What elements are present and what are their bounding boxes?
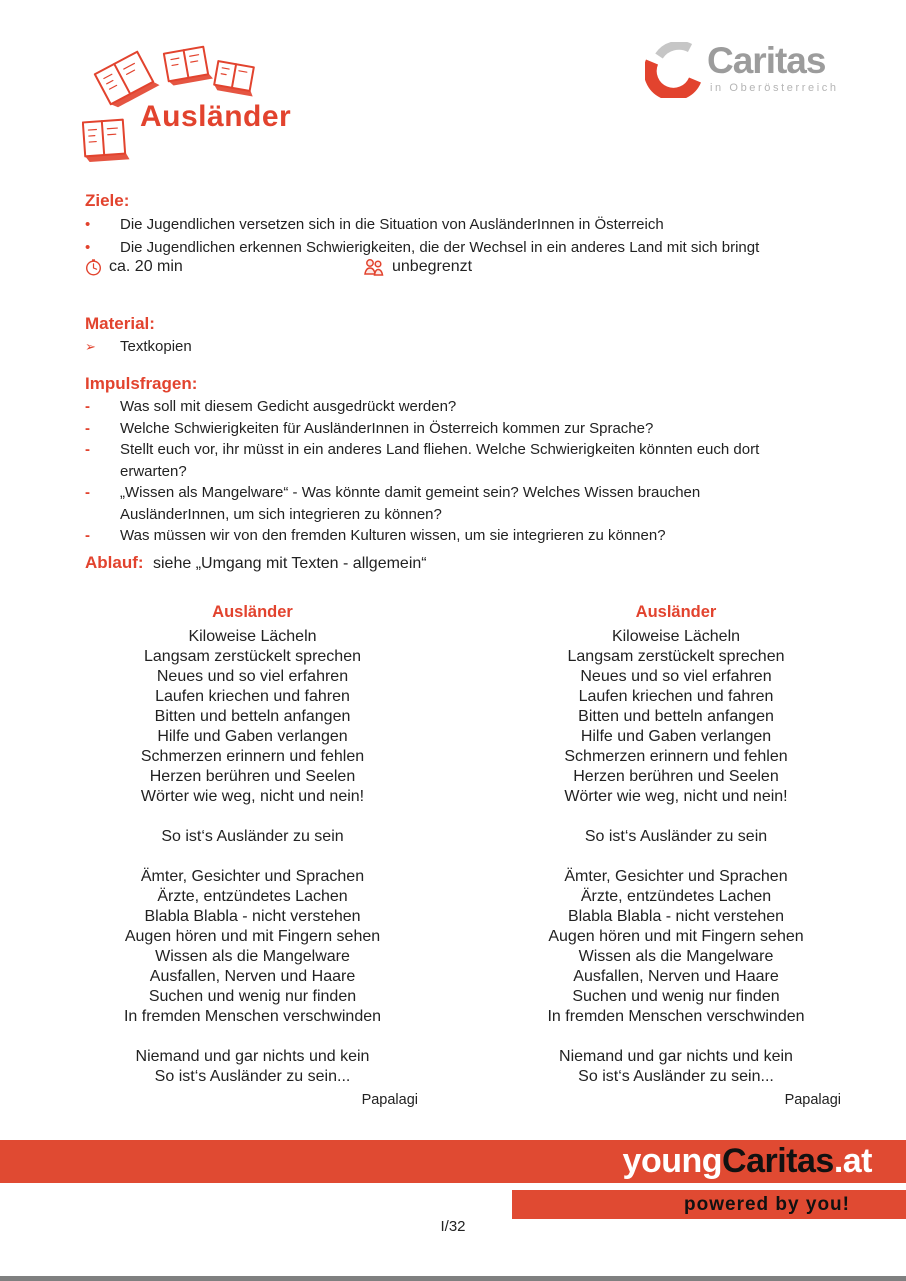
impulse-text: Welche Schwierigkeiten für AusländerInnen in Österreich kommen zur Sprache? [120, 419, 654, 437]
dash-bullet-icon: - [85, 441, 90, 458]
poem-stanza [509, 627, 843, 807]
poem-stanza [85, 1047, 420, 1087]
impulse-questions-section [85, 373, 886, 547]
dash-bullet-icon: - [85, 419, 90, 437]
impulse-item [85, 482, 886, 525]
poem-line: Ausfallen, Nerven und Haare [149, 968, 356, 985]
poem-line: Suchen und wenig nur finden [148, 988, 357, 1005]
poem-stanza [509, 1047, 843, 1087]
poem-line: Laufen kriechen und fahren [578, 688, 774, 705]
poem-line: Ämter, Gesichter und Sprachen [140, 868, 365, 885]
poem-line: Schmerzen erinnern und fehlen [564, 748, 788, 765]
goal-item [85, 236, 886, 259]
poem-line: In fremden Menschen verschwinden [123, 1008, 382, 1025]
poem-line: In fremden Menschen verschwinden [547, 1008, 805, 1025]
poem-line: Laufen kriechen und fahren [155, 688, 350, 705]
impulse-item [85, 525, 886, 547]
poem-line: So ist‘s Ausländer zu sein... [578, 1068, 774, 1085]
meta-row [85, 258, 805, 280]
poem-line: Augen hören und mit Fingern sehen [548, 928, 804, 945]
page-number: I/32 [440, 1218, 466, 1235]
poem-line: Wissen als die Mangelware [578, 948, 774, 965]
poem-line: Langsam zerstückelt sprechen [144, 648, 361, 665]
clock-icon [85, 259, 102, 276]
duration-label: ca. 20 min [109, 258, 183, 275]
dash-bullet-icon: - [85, 398, 90, 415]
material-text: Textkopien [120, 338, 192, 355]
poem-line: Kiloweise Lächeln [188, 628, 317, 645]
banner-caritas: Caritas [722, 1142, 834, 1180]
poem-line: Hilfe und Gaben verlangen [580, 728, 772, 745]
poem-line: Ärzte, entzündetes Lachen [580, 888, 772, 905]
goals-list [85, 213, 886, 259]
poem-line: Wörter wie weg, nicht und nein! [140, 788, 365, 805]
poem-line: Wörter wie weg, nicht und nein! [564, 788, 788, 805]
procedure-section [85, 553, 886, 573]
capacity-label: unbegrenzt [392, 258, 473, 275]
caritas-logo [645, 40, 885, 104]
dash-bullet-icon: - [85, 484, 90, 501]
logo-region-text: in Oberösterreich [710, 82, 839, 94]
poem-line: Ämter, Gesichter und Sprachen [564, 868, 788, 885]
poem-line: Neues und so viel erfahren [580, 668, 772, 685]
poem-line: Neues und so viel erfahren [156, 668, 349, 685]
arrow-bullet-icon: ➢ [85, 339, 96, 354]
poem-line: Ärzte, entzündetes Lachen [157, 888, 348, 905]
dash-bullet-icon: - [85, 527, 90, 544]
poem-line: Langsam zerstückelt sprechen [567, 648, 785, 665]
poem-line: Blabla Blabla - nicht verstehen [144, 908, 361, 925]
poem-line: Bitten und betteln anfangen [154, 708, 351, 725]
poem-stanza [85, 627, 420, 807]
poem-line: Blabla Blabla - nicht verstehen [567, 908, 785, 925]
material-heading: Material: [85, 314, 155, 333]
poem-attribution: Papalagi [361, 1092, 418, 1108]
poem-stanza [509, 827, 843, 847]
procedure-heading: Ablauf: [85, 553, 144, 572]
impulse-item [85, 439, 886, 482]
caritas-logo-mark [645, 42, 703, 98]
duration-item [85, 258, 183, 276]
material-section [85, 313, 886, 358]
poem-line: Bitten und betteln anfangen [578, 708, 774, 725]
impulse-list [85, 396, 886, 547]
poem-line: So ist‘s Ausländer zu sein [161, 828, 344, 845]
participants-icon [363, 258, 385, 276]
impulse-text: Stellt euch vor, ihr müsst in ein anderes Land fliehen. Welche Schwierigkeiten könnten euch dort erwarten? [120, 441, 760, 480]
goal-item [85, 213, 886, 236]
poem-line: Kiloweise Lächeln [611, 628, 741, 645]
poem-line: Hilfe und Gaben verlangen [157, 728, 348, 745]
poem-title: Ausländer [212, 603, 293, 621]
capacity-item [363, 258, 472, 276]
material-item [85, 336, 886, 358]
poem-stanza [85, 867, 420, 1027]
bullet-icon: • [85, 216, 91, 233]
goal-text: Die Jugendlichen versetzen sich in die Situation von AusländerInnen in Österreich [120, 216, 664, 233]
poem-line: Niemand und gar nichts und kein [559, 1048, 793, 1065]
impulse-text: Was müssen wir von den fremden Kulturen wissen, um sie integrieren zu können? [120, 527, 666, 544]
procedure-text: siehe „Umgang mit Texten - allgemein“ [153, 555, 427, 572]
impulse-heading: Impulsfragen: [85, 374, 198, 393]
poem-column-left [85, 601, 420, 1109]
poem-stanza [85, 827, 420, 847]
poem-line: Herzen berühren und Seelen [573, 768, 779, 785]
poem-column-right [509, 601, 843, 1109]
poem-line: Augen hören und mit Fingern sehen [124, 928, 381, 945]
poem-title: Ausländer [635, 603, 717, 621]
goals-heading: Ziele: [85, 191, 130, 210]
bullet-icon: • [85, 239, 91, 256]
banner-young: young [622, 1142, 723, 1180]
poem-line: So ist‘s Ausländer zu sein [584, 828, 768, 845]
powered-by-you-bar: powered by you! [512, 1190, 906, 1219]
poem-attribution: Papalagi [784, 1092, 841, 1108]
poem-line: So ist‘s Ausländer zu sein... [154, 1068, 351, 1085]
impulse-item [85, 418, 886, 440]
impulse-text: Was soll mit diesem Gedicht ausgedrückt werden? [120, 398, 457, 415]
impulse-text: „Wissen als Mangelware“ - Was könnte damit gemeint sein? Welches Wissen brauchen AusländerInnen, um sich integrieren zu können? [120, 484, 701, 523]
poem-line: Schmerzen erinnern und fehlen [140, 748, 365, 765]
youngcaritas-banner [0, 1140, 906, 1183]
poem-stanza [509, 867, 843, 1027]
poem-line: Niemand und gar nichts und kein [135, 1048, 370, 1065]
poem-line: Ausfallen, Nerven und Haare [573, 968, 779, 985]
poem-line: Herzen berühren und Seelen [149, 768, 356, 785]
impulse-item [85, 396, 886, 418]
poem-line: Wissen als die Mangelware [155, 948, 350, 965]
poem-line: Suchen und wenig nur finden [572, 988, 780, 1005]
bottom-gray-bar [0, 1276, 906, 1281]
page-title: Ausländer [140, 100, 292, 133]
goals-section [85, 190, 886, 259]
material-list [85, 336, 886, 358]
banner-tld: .at [833, 1142, 872, 1180]
logo-brand-text: Caritas [707, 40, 826, 81]
goal-text: Die Jugendlichen erkennen Schwierigkeiten, die der Wechsel in ein anderes Land mit sich bringt [120, 239, 760, 256]
